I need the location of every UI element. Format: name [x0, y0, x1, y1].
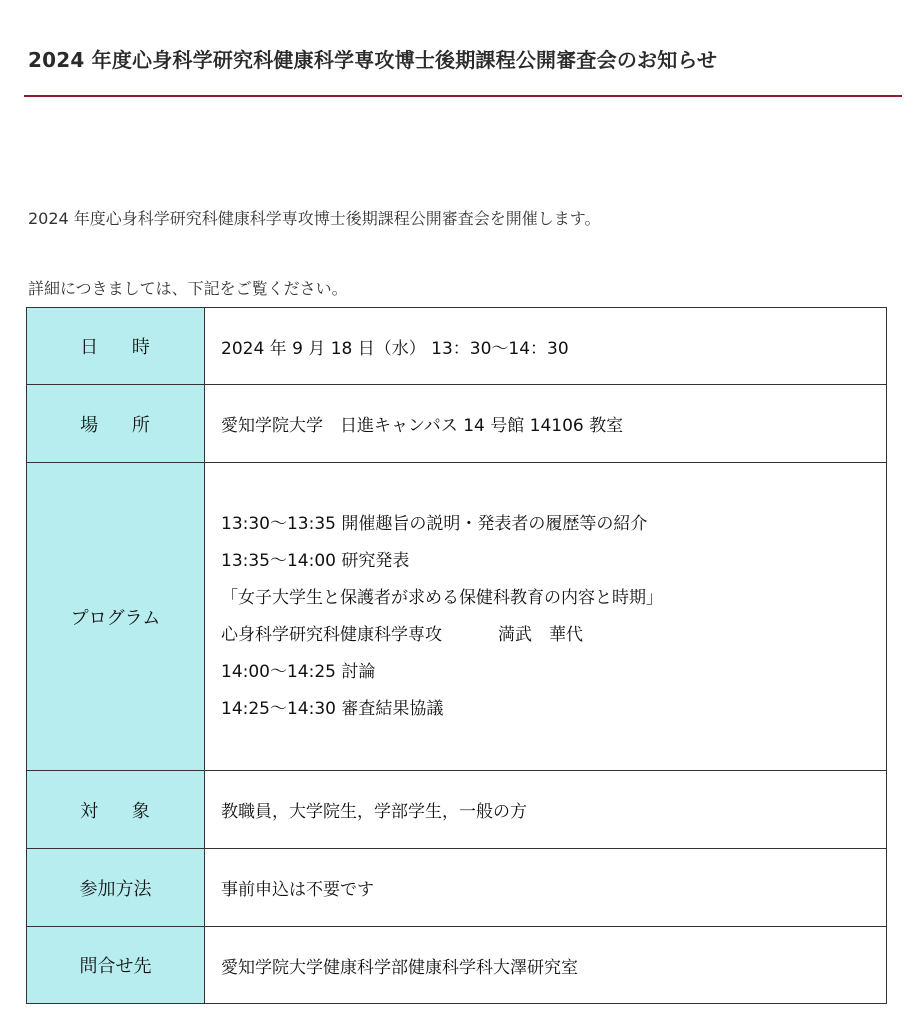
- program-item: 14:00～14:25 討論: [221, 661, 376, 682]
- table-row-audience: [27, 771, 887, 849]
- table-row-contact: [27, 927, 887, 1004]
- program-presenter-line: [221, 617, 885, 654]
- program-item: 13:35～14:00 研究発表: [221, 550, 410, 571]
- method-value: 事前申込は不要です: [205, 849, 887, 927]
- intro-text: 2024 年度心身科学研究科健康科学専攻博士後期課程公開審査会を開催します。: [28, 209, 601, 228]
- program-item: 13:30～13:35 開催趣旨の説明・発表者の履歴等の紹介: [221, 513, 648, 534]
- date-value: 2024 年 9 月 18 日（水） 13：30～14：30: [205, 308, 887, 385]
- method-label: 参加方法: [27, 849, 205, 927]
- presenter-affiliation: 心身科学研究科健康科学専攻: [221, 624, 442, 645]
- contact-value: 愛知学院大学健康科学部健康科学科大澤研究室: [205, 927, 887, 1004]
- audience-label: 対 象: [27, 771, 205, 849]
- place-value: 愛知学院大学 日進キャンパス 14 号館 14106 教室: [205, 385, 887, 463]
- audience-value: 教職員，大学院生，学部学生，一般の方: [205, 771, 887, 849]
- program-item: 「女子大学生と保護者が求める保健科教育の内容と時期」: [221, 587, 663, 608]
- presenter-name: 満武 華代: [498, 624, 583, 645]
- page-title: 2024 年度心身科学研究科健康科学専攻博士後期課程公開審査会のお知らせ: [28, 48, 718, 72]
- program-item: 14:25～14:30 審査結果協議: [221, 698, 444, 719]
- program-label: プログラム: [27, 463, 205, 771]
- date-label: 日 時: [27, 308, 205, 385]
- program-value: [205, 463, 887, 771]
- table-row-method: [27, 849, 887, 927]
- event-info-table: [26, 307, 887, 1004]
- title-divider: [24, 95, 902, 97]
- place-label: 場 所: [27, 385, 205, 463]
- contact-label: 問合せ先: [27, 927, 205, 1004]
- intro-details-text: 詳細につきましては、下記をご覧ください。: [28, 279, 348, 298]
- table-row-place: [27, 385, 887, 463]
- table-row-date: [27, 308, 887, 385]
- table-row-program: [27, 463, 887, 771]
